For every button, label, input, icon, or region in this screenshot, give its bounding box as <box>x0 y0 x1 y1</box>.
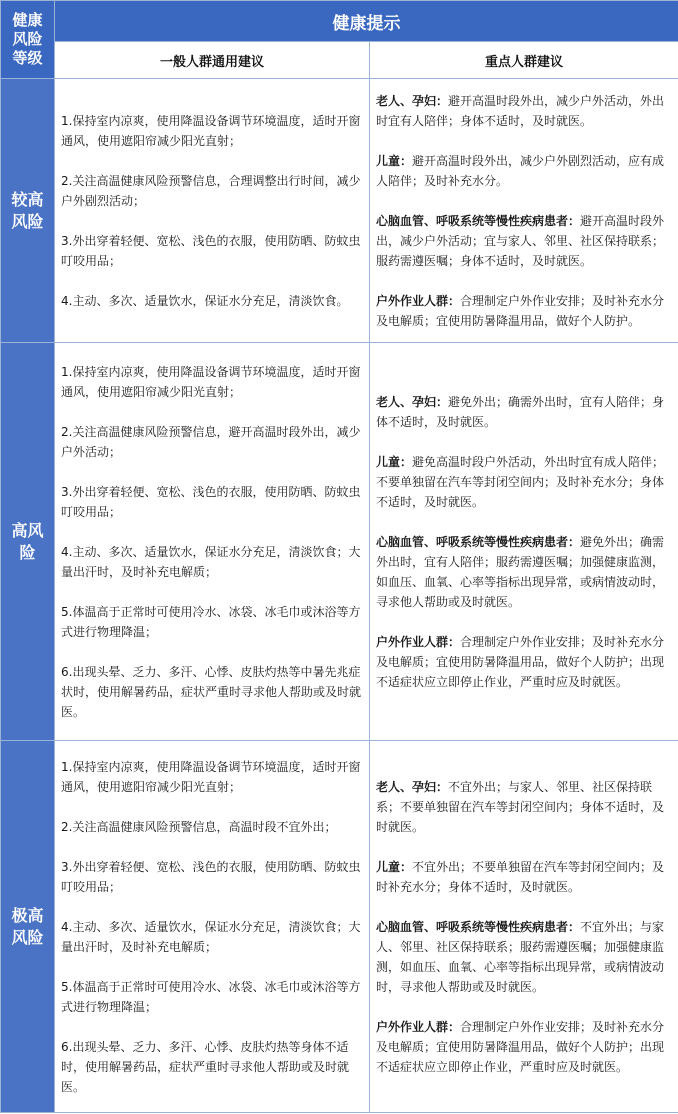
key-group-text: 避免高温时段户外活动，外出时宜有成人陪伴；不要单独留在汽车等封闭空间内；及时补充水分；身体不适时，及时就医。 <box>376 454 665 509</box>
general-advice-item: 4.主动、多次、适量饮水，保证水分充足，清淡饮食；大量出汗时，及时补充电解质； <box>61 919 361 954</box>
general-advice-header: 一般人群通用建议 <box>55 42 370 79</box>
key-group-item <box>376 857 672 897</box>
key-group-name: 儿童： <box>376 454 413 469</box>
key-group-name: 心脑血管、呼吸系统等慢性疾病患者： <box>376 213 581 228</box>
risk-level-header-text: 健康风险等级 <box>12 11 43 67</box>
key-group-name: 户外作业人群： <box>376 1019 461 1034</box>
table-title: 健康提示 <box>55 1 678 42</box>
key-group-item <box>376 392 672 432</box>
general-advice-item: 1.保持室内凉爽，使用降温设备调节环境温度，适时开窗通风，使用遮阳帘减少阳光直射； <box>61 113 361 148</box>
key-group-item <box>376 532 672 612</box>
general-advice-item: 4.主动、多次、适量饮水，保证水分充足，清淡饮食；大量出汗时，及时补充电解质； <box>61 544 361 579</box>
risk-level-label: 较高风险 <box>11 189 44 231</box>
key-group-advice-cell <box>370 79 678 343</box>
table-row <box>1 343 678 741</box>
key-group-text: 合理制定户外作业安排；及时补充水分及电解质；宜使用防暑降温用品，做好个人防护；出现不适症状应立即停止作业，严重时应及时就医。 <box>376 634 665 689</box>
key-group-item <box>376 777 672 837</box>
general-advice-item: 6.出现头晕、乏力、多汗、心悸、皮肤灼热等身体不适时，使用解暑药品，症状严重时寻求他人帮助或及时就医。 <box>61 1039 350 1094</box>
key-group-advice-cell <box>370 741 678 1113</box>
general-advice-item: 2.关注高温健康风险预警信息，合理调整出行时间，减少户外剧烈活动； <box>61 173 361 208</box>
key-group-header: 重点人群建议 <box>370 42 678 79</box>
key-group-text: 不宜外出；与家人、邻里、社区保持联系；服药需遵医嘱；加强健康监测，如血压、血氧、心率等指标出现异常，或病情波动时，寻求他人帮助或及时就医。 <box>376 919 665 994</box>
key-group-text: 避开高温时段外出，减少户外活动；宜与家人、邻里、社区保持联系；服药需遵医嘱；身体不适时，及时就医。 <box>376 213 665 268</box>
risk-level-label: 高风险 <box>11 520 44 562</box>
general-advice-item: 5.体温高于正常时可使用冷水、冰袋、冰毛巾或沐浴等方式进行物理降温； <box>61 604 361 639</box>
general-advice-item: 1.保持室内凉爽，使用降温设备调节环境温度，适时开窗通风，使用遮阳帘减少阳光直射； <box>61 759 361 794</box>
key-group-name: 心脑血管、呼吸系统等慢性疾病患者： <box>376 534 581 549</box>
table-row <box>1 79 678 343</box>
general-advice-item: 1.保持室内凉爽，使用降温设备调节环境温度，适时开窗通风，使用遮阳帘减少阳光直射； <box>61 364 361 399</box>
key-group-name: 儿童： <box>376 153 413 168</box>
key-group-text: 避免外出；确需外出时，宜有人陪伴；身体不适时，及时就医。 <box>376 394 665 429</box>
risk-level-cell <box>1 79 55 343</box>
general-advice-item: 3.外出穿着轻便、宽松、浅色的衣服，使用防晒、防蚊虫叮咬用品； <box>61 859 361 894</box>
table-row <box>1 741 678 1113</box>
key-group-name: 心脑血管、呼吸系统等慢性疾病患者： <box>376 919 581 934</box>
risk-level-header <box>1 1 55 79</box>
key-group-item <box>376 452 672 512</box>
general-advice-item: 3.外出穿着轻便、宽松、浅色的衣服，使用防晒、防蚊虫叮咬用品； <box>61 484 361 519</box>
key-group-text: 避开高温时段外出，减少户外活动，外出时宜有人陪伴；身体不适时，及时就医。 <box>376 93 665 128</box>
key-group-text: 避开高温时段外出，减少户外剧烈活动，应有成人陪伴；及时补充水分。 <box>376 153 665 188</box>
risk-level-cell <box>1 343 55 741</box>
general-advice-cell <box>55 79 370 343</box>
general-advice-item: 3.外出穿着轻便、宽松、浅色的衣服，使用防晒、防蚊虫叮咬用品； <box>61 233 361 268</box>
key-group-item <box>376 291 672 331</box>
key-group-name: 儿童： <box>376 859 413 874</box>
general-advice-cell <box>55 741 370 1113</box>
general-advice-item: 4.主动、多次、适量饮水，保证水分充足，清淡饮食。 <box>61 293 349 308</box>
risk-level-cell <box>1 741 55 1113</box>
key-group-text: 不宜外出；与家人、邻里、社区保持联系；不要单独留在汽车等封闭空间内；身体不适时，及时就医。 <box>376 779 665 834</box>
risk-level-label: 极高风险 <box>11 905 44 947</box>
general-advice-cell <box>55 343 370 741</box>
key-group-item <box>376 632 672 692</box>
general-advice-item: 2.关注高温健康风险预警信息，高温时段不宜外出； <box>61 819 337 834</box>
key-group-advice-cell <box>370 343 678 741</box>
general-advice-item: 2.关注高温健康风险预警信息，避开高温时段外出，减少户外活动； <box>61 424 361 459</box>
key-group-name: 老人、孕妇： <box>376 93 449 108</box>
key-group-text: 合理制定户外作业安排；及时补充水分及电解质；宜使用防暑降温用品，做好个人防护。 <box>376 293 665 328</box>
key-group-name: 老人、孕妇： <box>376 779 449 794</box>
general-advice-item: 6.出现头晕、乏力、多汗、心悸、皮肤灼热等中暑先兆症状时，使用解暑药品，症状严重时寻求他人帮助或及时就医。 <box>61 664 362 719</box>
key-group-item <box>376 151 672 191</box>
key-group-item <box>376 91 672 131</box>
key-group-item <box>376 211 672 271</box>
key-group-item <box>376 1017 672 1077</box>
key-group-name: 户外作业人群： <box>376 634 461 649</box>
key-group-text: 合理制定户外作业安排；及时补充水分及电解质；宜使用防暑降温用品，做好个人防护；出现不适症状应立即停止作业，严重时应及时就医。 <box>376 1019 665 1074</box>
general-advice-item: 5.体温高于正常时可使用冷水、冰袋、冰毛巾或沐浴等方式进行物理降温； <box>61 979 361 1014</box>
key-group-text: 避免外出；确需外出时，宜有人陪伴；服药需遵医嘱；加强健康监测，如血压、血氧、心率等指标出现异常，或病情波动时，寻求他人帮助或及时就医。 <box>376 534 665 609</box>
key-group-text: 不宜外出；不要单独留在汽车等封闭空间内；及时补充水分；身体不适时，及时就医。 <box>376 859 665 894</box>
key-group-name: 老人、孕妇： <box>376 394 449 409</box>
key-group-item <box>376 917 672 997</box>
key-group-name: 户外作业人群： <box>376 293 461 308</box>
